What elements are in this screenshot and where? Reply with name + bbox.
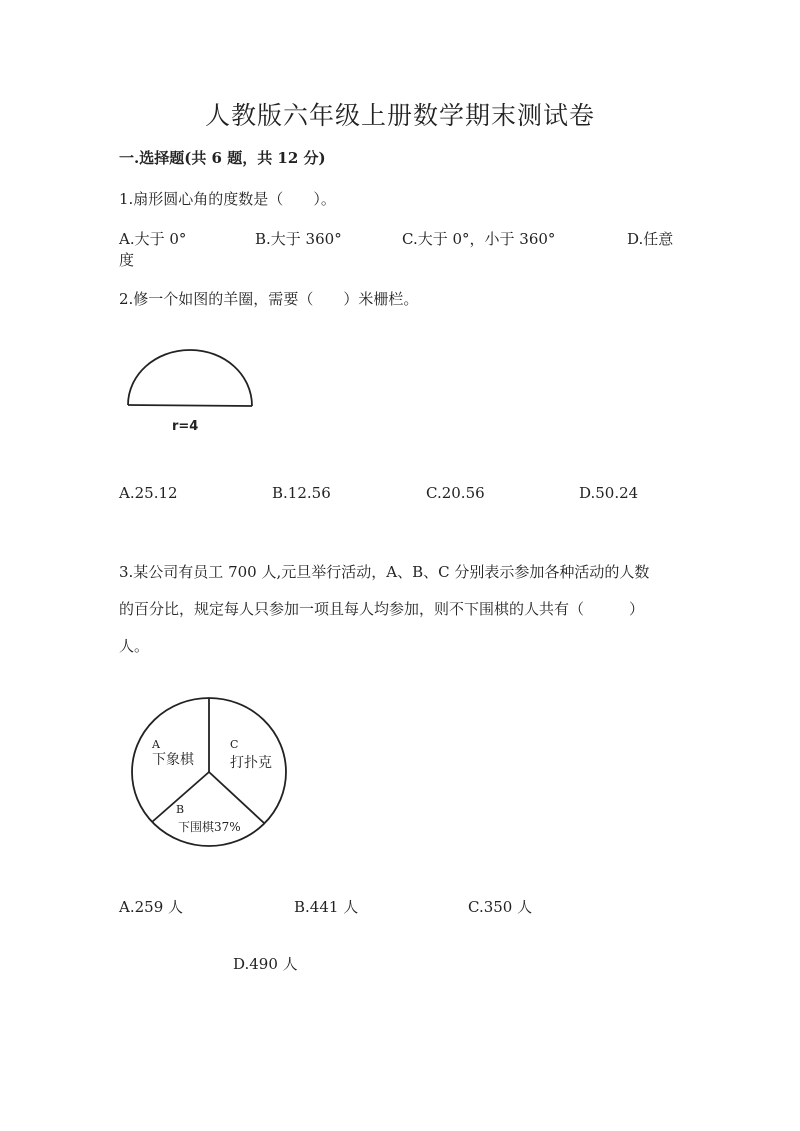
pie-figure — [125, 690, 295, 860]
page-title: 人教版六年级上册数学期末测试卷 — [204, 101, 595, 130]
question-1-option-d: D.任意 — [627, 230, 674, 248]
slice-c-label: 打扑克 — [230, 755, 272, 771]
question-1-option-b: B.大于 360° — [255, 230, 342, 248]
question-2-option-d: D.50.24 — [579, 484, 639, 502]
slice-c-letter: C — [230, 738, 239, 751]
semicircle-diameter — [128, 405, 252, 406]
slice-a-label: 下象棋 — [152, 752, 194, 768]
question-1-option-c: C.大于 0°，小于 360° — [402, 230, 556, 248]
question-3-stem-line-1: 3.某公司有员工 700 人,元旦举行活动，A、B、C 分别表示参加各种活动的人数 — [119, 563, 650, 581]
question-3-stem-line-2: 的百分比，规定每人只参加一项且每人均参加，则不下围棋的人共有（ ） — [119, 600, 645, 618]
semicircle-arc — [128, 350, 252, 406]
question-3-option-a: A.259 人 — [119, 898, 183, 916]
question-2-stem: 2.修一个如图的羊圈，需要（ ）米栅栏。 — [119, 290, 419, 308]
question-1-option-d-wrap: 度 — [119, 251, 135, 269]
slice-a-letter: A — [152, 738, 160, 751]
question-1-option-a: A.大于 0° — [119, 230, 187, 248]
pie-divider-right — [209, 772, 264, 823]
question-3-option-b: B.441 人 — [294, 898, 359, 916]
slice-b-letter: B — [176, 803, 185, 816]
semicircle-figure — [120, 340, 260, 440]
question-2-option-a: A.25.12 — [119, 484, 178, 502]
question-3-option-d: D.490 人 — [233, 955, 298, 973]
slice-b-label: 下围棋37% — [178, 820, 241, 834]
question-3-option-c: C.350 人 — [468, 898, 533, 916]
radius-label: r=4 — [172, 419, 199, 434]
question-2-option-b: B.12.56 — [272, 484, 331, 502]
section-heading: 一.选择题(共 6 题，共 12 分) — [119, 149, 326, 167]
question-3-stem-line-3: 人。 — [119, 637, 150, 655]
question-2-option-c: C.20.56 — [426, 484, 485, 502]
question-1-stem: 1.扇形圆心角的度数是（ ）。 — [119, 190, 336, 208]
